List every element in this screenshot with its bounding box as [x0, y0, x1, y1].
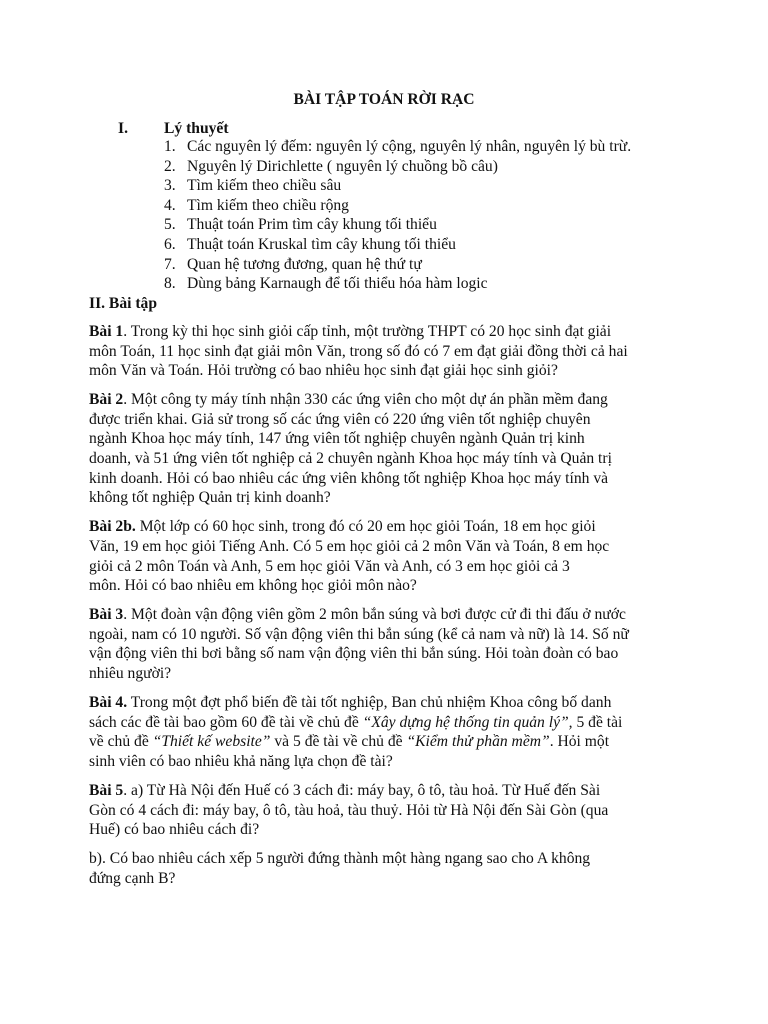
exercise-bai-2 — [89, 390, 689, 508]
text-line — [89, 322, 689, 342]
text-line — [89, 732, 689, 752]
text-line: ngành Khoa học máy tính, 147 ứng viên tốt nghiệp chuyên ngành Quản trị kinh — [89, 430, 585, 448]
item-text: Nguyên lý Dirichlette ( nguyên lý chuồng bồ câu) — [187, 157, 498, 175]
item-text: Thuật toán Kruskal tìm cây khung tối thiểu — [187, 235, 456, 253]
item-text: Thuật toán Prim tìm cây khung tối thiểu — [187, 216, 437, 234]
text-line: không tốt nghiệp Quản trị kinh doanh? — [89, 489, 331, 507]
text-line: Huế) có bao nhiêu cách đi? — [89, 821, 260, 839]
text-span: . Một công ty máy tính nhận 330 các ứng viên cho một dự án phần mềm đang — [123, 391, 608, 409]
text-line: môn. Hỏi có bao nhiêu em không học giỏi môn nào? — [89, 577, 417, 595]
section-title: Lý thuyết — [164, 120, 229, 137]
text-line — [89, 517, 689, 537]
list-item — [164, 137, 631, 157]
text-span: 5 đề tài — [572, 713, 623, 731]
item-text: Tìm kiếm theo chiều sâu — [187, 177, 342, 195]
text-line — [89, 390, 689, 410]
text-line: ngoài, nam có 10 người. Số vận động viên thi bắn súng (kể cả nam và nữ) là 14. Số nữ — [89, 625, 629, 643]
text-line — [89, 693, 689, 713]
text-line: môn Toán, 11 học sinh đạt giải môn Văn, trong số đó có 7 em đạt giải đồng thời cả hai — [89, 342, 628, 360]
topic-title: “Xây dựng hệ thống tin quản lý”, — [362, 713, 573, 731]
item-number: 7. — [164, 255, 176, 273]
list-item — [164, 196, 631, 216]
exercise-list — [89, 322, 689, 898]
list-item — [164, 274, 631, 294]
item-text: Quan hệ tương đương, quan hệ thứ tự — [187, 255, 422, 273]
text-span: . Trong kỳ thi học sinh giỏi cấp tỉnh, một trường THPT có 20 học sinh đạt giải — [123, 323, 612, 340]
text-line: vận động viên thi bơi bằng số nam vận động viên thi bắn súng. Hỏi toàn đoàn có bao — [89, 645, 619, 663]
topic-title: “Kiểm thử phần mềm” — [406, 733, 550, 751]
text-line: được triển khai. Giả sử trong số các ứng viên có 220 ứng viên tốt nghiệp chuyên — [89, 410, 591, 428]
item-number: 5. — [164, 216, 176, 234]
text-line: b). Có bao nhiêu cách xếp 5 người đứng thành một hàng ngang sao cho A không — [89, 850, 591, 868]
text-span: . Hỏi một — [549, 733, 610, 751]
exercise-label: Bài 3 — [89, 606, 124, 624]
section-number: I. — [118, 120, 128, 137]
text-line: giỏi cả 2 môn Toán và Anh, 5 em học giỏi Văn và Anh, có 3 em học giỏi cả 3 — [89, 557, 570, 575]
text-line: môn Văn và Toán. Hỏi trường có bao nhiêu học sinh đạt giải học sinh giỏi? — [89, 362, 558, 380]
text-line: nhiêu người? — [89, 665, 172, 682]
text-line: kinh doanh. Hỏi có bao nhiêu các ứng viên không tốt nghiệp Khoa học máy tính và — [89, 469, 609, 487]
exercise-bai-4 — [89, 693, 689, 771]
item-number: 2. — [164, 157, 176, 175]
section-theory-heading — [118, 119, 229, 139]
page-title: BÀI TẬP TOÁN RỜI RẠC — [293, 91, 475, 108]
section-exercises-heading: II. Bài tập — [89, 295, 158, 312]
exercise-label: Bài 2b. — [89, 518, 136, 536]
exercise-bai-2b — [89, 517, 689, 595]
exercise-bai-1 — [89, 322, 689, 381]
item-number: 4. — [164, 196, 176, 214]
list-item — [164, 176, 631, 196]
item-text: Dùng bảng Karnaugh để tối thiểu hóa hàm logic — [187, 275, 488, 293]
text-line: sinh viên có bao nhiêu khả năng lựa chọn đề tài? — [89, 752, 393, 770]
theory-list — [164, 137, 631, 294]
item-text: Tìm kiếm theo chiều rộng — [187, 196, 349, 214]
text-span: . Một đoàn vận động viên gồm 2 môn bắn súng và bơi được cử đi thi đấu ở nước — [123, 606, 626, 624]
exercise-label: Bài 1 — [89, 323, 124, 340]
text-span: . a) Từ Hà Nội đến Huế có 3 cách đi: máy bay, ô tô, tàu hoả. Từ Huế đến Sài — [123, 781, 601, 799]
topic-title: “Thiết kế website” — [152, 733, 271, 751]
exercise-label: Bài 2 — [89, 391, 124, 409]
text-line: Gòn có 4 cách đi: máy bay, ô tô, tàu hoả, tàu thuỷ. Hỏi từ Hà Nội đến Sài Gòn (qua — [89, 801, 609, 819]
text-line — [89, 781, 689, 801]
text-span: về chủ đề — [89, 733, 153, 751]
text-line — [89, 713, 689, 733]
exercise-bai-5b — [89, 849, 689, 888]
list-item — [164, 255, 631, 275]
exercise-label: Bài 4. — [89, 694, 128, 712]
text-line — [89, 605, 689, 625]
text-span: Trong một đợt phổ biến đề tài tốt nghiệp, Ban chủ nhiệm Khoa công bố danh — [127, 694, 612, 712]
exercise-label: Bài 5 — [89, 781, 124, 799]
item-number: 8. — [164, 275, 176, 293]
item-number: 3. — [164, 177, 176, 195]
list-item — [164, 215, 631, 235]
exercise-bai-5 — [89, 781, 689, 840]
item-number: 1. — [164, 138, 176, 155]
list-item — [164, 157, 631, 177]
text-line: đứng cạnh B? — [89, 869, 176, 887]
text-line: Văn, 19 em học giỏi Tiếng Anh. Có 5 em học giỏi cả 2 môn Văn và Toán, 8 em học — [89, 537, 610, 555]
text-span: và 5 đề tài về chủ đề — [270, 733, 407, 751]
text-span: Một lớp có 60 học sinh, trong đó có 20 em học giỏi Toán, 18 em học giỏi — [135, 518, 596, 536]
item-text: Các nguyên lý đếm: nguyên lý cộng, nguyên lý nhân, nguyên lý bù trừ. — [187, 138, 632, 155]
exercise-bai-3 — [89, 605, 689, 683]
list-item — [164, 235, 631, 255]
item-number: 6. — [164, 235, 176, 253]
text-span: sách các đề tài bao gồm 60 đề tài về chủ đề — [89, 713, 363, 731]
text-line: doanh, và 51 ứng viên tốt nghiệp cả 2 chuyên ngành Khoa học máy tính và Quản trị — [89, 450, 612, 468]
